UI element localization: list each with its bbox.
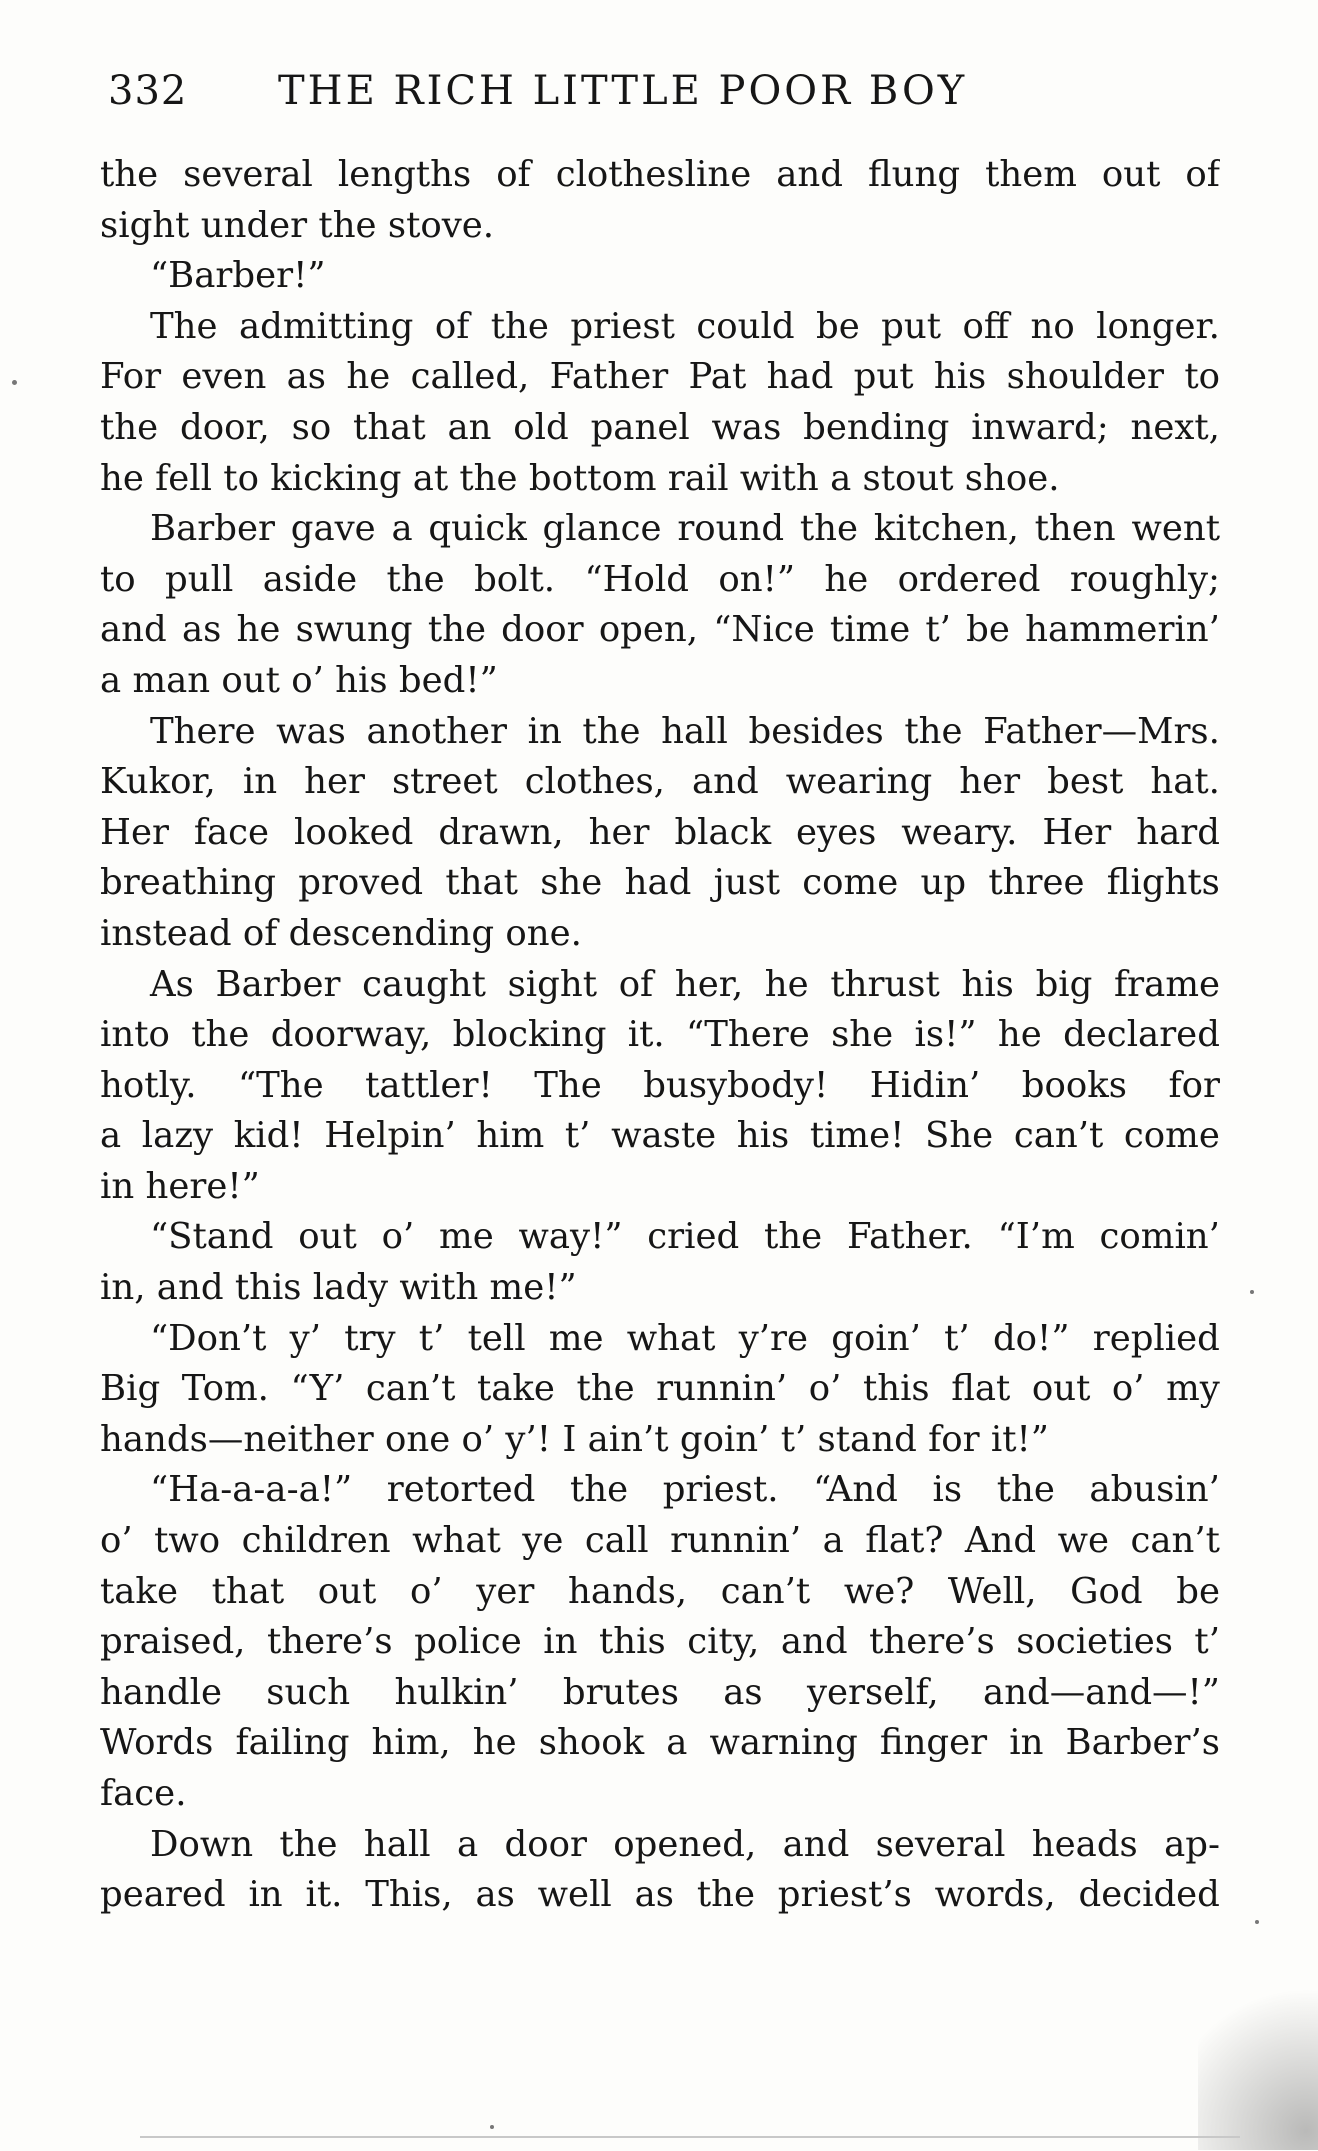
text-line: he fell to kicking at the bottom rail with a stout shoe. [100,457,1060,499]
text-line: a man out o’ his bed!” [100,659,498,701]
text-line: in, and this lady with me!” [100,1267,577,1309]
text-line: into the doorway, blocking it. “There she is!” he declared [100,1014,1220,1056]
ink-speck [490,2125,494,2129]
text-line: Her face looked drawn, her black eyes weary. Her hard [100,811,1220,853]
text-line: face. [100,1773,187,1814]
text-line: instead of descending one. [100,912,582,954]
page-bottom-edge [140,2136,1240,2138]
ink-speck [1255,1920,1259,1924]
text-line: breathing proved that she had just come up three flights [100,862,1220,904]
text-line: There was another in the hall besides the Father—Mrs. [150,710,1220,752]
text-line: For even as he called, Father Pat had put his shoulder to [100,356,1220,398]
text-line: hands—neither one o’ y’! I ain’t goin’ t’ stand for it!” [100,1418,1049,1460]
text-line: The admitting of the priest could be put off no longer. [150,305,1220,347]
text-line: the several lengths of clothesline and flung them out of [100,154,1220,195]
text-line: Words failing him, he shook a warning finger in Barber’s [100,1722,1220,1764]
text-line: “Stand out o’ me way!” cried the Father. “I’m comin’ [150,1216,1220,1258]
page-header [108,68,1218,118]
text-line: “Don’t y’ try t’ tell me what y’re goin’ t’ do!” replied [150,1317,1220,1359]
text-line: in here!” [100,1165,260,1207]
text-line: Barber gave a quick glance round the kitchen, then went [150,508,1220,550]
running-title: THE RICH LITTLE POOR BOY [278,68,968,114]
page-edge-noise [1198,1960,1318,2150]
text-line: handle such hulkin’ brutes as yerself, and—and—!” [100,1671,1220,1713]
text-line: and as he swung the door open, “Nice time t’ be hammerin’ [100,609,1220,651]
text-line: praised, there’s police in this city, and there’s societies t’ [100,1621,1220,1663]
text-line: Big Tom. “Y’ can’t take the runnin’ o’ this flat out o’ my [100,1368,1220,1410]
ink-speck [1250,1290,1254,1294]
text-line: o’ two children what ye call runnin’ a flat? And we can’t [100,1520,1220,1562]
text-line: to pull aside the bolt. “Hold on!” he ordered roughly; [100,558,1220,600]
text-line: peared in it. This, as well as the priest’s words, decided [100,1874,1220,1916]
ink-speck [12,380,17,385]
page-number: 332 [108,68,188,114]
body-text [100,150,1220,1921]
text-line: “Ha-a-a-a!” retorted the priest. “And is the abusin’ [150,1469,1220,1511]
text-line: take that out o’ yer hands, can’t we? Well, God be [100,1570,1220,1612]
text-line: sight under the stove. [100,204,495,246]
text-line: the door, so that an old panel was bending inward; next, [100,406,1220,448]
text-line: As Barber caught sight of her, he thrust his big frame [150,963,1220,1005]
text-line: a lazy kid! Helpin’ him t’ waste his time! She can’t come [100,1115,1220,1157]
text-line: Kukor, in her street clothes, and wearing her best hat. [100,761,1220,803]
text-line: “Barber!” [150,255,326,297]
text-line: Down the hall a door opened, and several heads ap- [150,1823,1220,1865]
text-line: hotly. “The tattler! The busybody! Hidin’ books for [100,1064,1220,1106]
